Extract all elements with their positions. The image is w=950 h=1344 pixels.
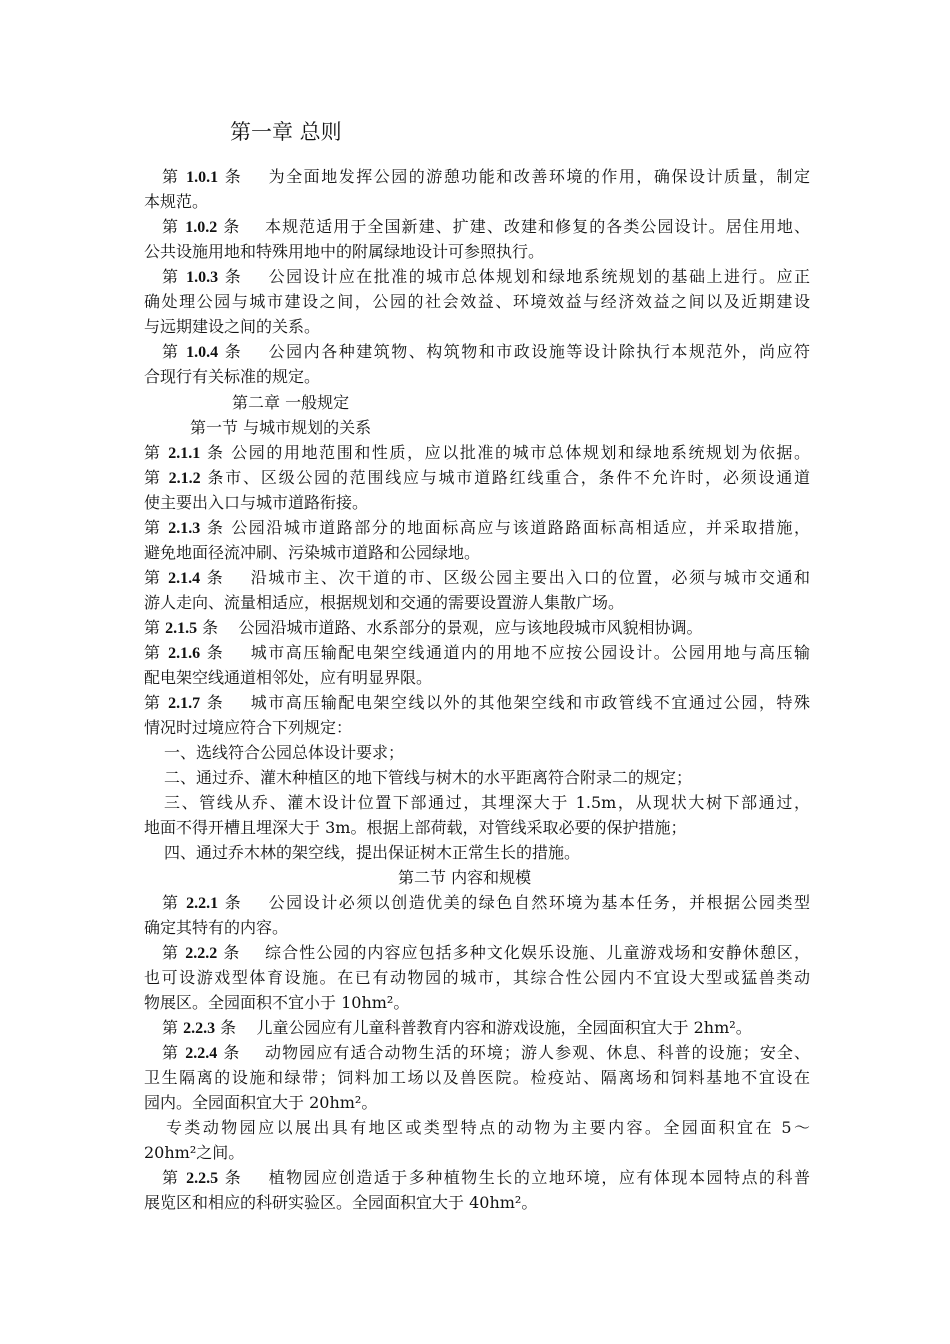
article-2-1-6-line-1: 第 2.1.6 条 城市高压输配电架空线通道内的用地不应按公园设计。公园用地与高压输 xyxy=(144,643,810,662)
article-2-2-4-line-2: 卫生隔离的设施和绿带；饲料加工场以及兽医院。检疫站、隔离场和饲料基地不宜设在 xyxy=(144,1068,810,1087)
article-2-2-2-line-2: 也可设游戏型体育设施。在已有动物园的城市，其综合性公园内不宜设大型或猛兽类动 xyxy=(144,968,810,987)
article-2-1-3-line-1: 第 2.1.3 条 公园沿城市道路部分的地面标高应与该道路路面标高相适应，并采取措施， xyxy=(144,518,810,537)
article-2-1-1-line-1: 第 2.1.1 条 公园的用地范围和性质，应以批准的城市总体规划和绿地系统规划为依据。 xyxy=(144,443,810,462)
list-item-1: 一、选线符合公园总体设计要求； xyxy=(164,743,405,762)
article-2-1-4-line-2: 游人走向、流量相适应，根据规划和交通的需要设置游人集散广场。 xyxy=(144,593,625,612)
article-2-1-2-line-2: 使主要出入口与城市道路衔接。 xyxy=(144,493,369,512)
article-1-0-2-line-2: 公共设施用地和特殊用地中的附属绿地设计可参照执行。 xyxy=(144,242,545,261)
article-1-0-4-line-1: 第 1.0.4 条 公园内各种建筑物、构筑物和市政设施等设计除执行本规范外，尚应符 xyxy=(162,342,811,361)
article-2-1-4-line-1: 第 2.1.4 条 沿城市主、次干道的市、区级公园主要出入口的位置，必须与城市交通和 xyxy=(144,568,810,587)
chapter-1-title: 第一章 总则 xyxy=(230,120,342,144)
article-2-1-5-line-1: 第 2.1.5 条 公园沿城市道路、水系部分的景观，应与该地段城市风貌相协调。 xyxy=(144,618,703,637)
zoo-paragraph-line-1: 专类动物园应以展出具有地区或类型特点的动物为主要内容。全园面积宜在 5～ xyxy=(166,1118,810,1137)
article-1-0-2-line-1: 第 1.0.2 条 本规范适用于全国新建、扩建、改建和修复的各类公园设计。居住用地、 xyxy=(162,217,810,236)
article-1-0-1-line-1: 第 1.0.1 条 为全面地发挥公园的游憩功能和改善环境的作用，确保设计质量，制定 xyxy=(162,167,811,186)
list-item-3-line-2: 地面不得开槽且埋深大于 3m。根据上部荷载，对管线采取必要的保护措施； xyxy=(144,818,687,837)
article-2-2-4-line-1: 第 2.2.4 条 动物园应有适合动物生活的环境；游人参观、休息、科普的设施；安全、 xyxy=(162,1043,810,1062)
article-2-1-6-line-2: 配电架空线通道相邻处，应有明显界限。 xyxy=(144,668,433,687)
article-1-0-3-line-2: 确处理公园与城市建设之间，公园的社会效益、环境效益与经济效益之间以及近期建设 xyxy=(144,292,810,311)
section-1-title: 第一节 与城市规划的关系 xyxy=(190,418,372,437)
article-2-2-4-line-3: 园内。全园面积宜大于 20hm²。 xyxy=(144,1093,378,1112)
article-2-1-3-line-2: 避免地面径流冲刷、污染城市道路和公园绿地。 xyxy=(144,543,481,562)
section-2-title: 第二节 内容和规模 xyxy=(398,868,532,887)
article-1-0-3-line-3: 与远期建设之间的关系。 xyxy=(144,317,321,336)
chapter-2-title: 第二章 一般规定 xyxy=(232,393,350,412)
article-2-2-3-line-1: 第 2.2.3 条 儿童公园应有儿童科普教育内容和游戏设施，全园面积宜大于 2hm²。 xyxy=(162,1018,752,1037)
list-item-2: 二、通过乔、灌木种植区的地下管线与树木的水平距离符合附录二的规定； xyxy=(164,768,693,787)
zoo-paragraph-line-2: 20hm²之间。 xyxy=(144,1143,245,1162)
article-1-0-4-line-2: 合现行有关标准的规定。 xyxy=(144,367,321,386)
article-2-2-1-line-2: 确定其特有的内容。 xyxy=(144,918,289,937)
article-2-1-7-line-2: 情况时过境应符合下列规定： xyxy=(144,718,353,737)
article-2-2-2-line-1: 第 2.2.2 条 综合性公园的内容应包括多种文化娱乐设施、儿童游戏场和安静休憩区， xyxy=(162,943,810,962)
article-2-2-5-line-1: 第 2.2.5 条 植物园应创造适于多种植物生长的立地环境，应有体现本园特点的科普 xyxy=(162,1168,811,1187)
article-2-2-1-line-1: 第 2.2.1 条 公园设计必须以创造优美的绿色自然环境为基本任务，并根据公园类型 xyxy=(162,893,811,912)
article-2-1-7-line-1: 第 2.1.7 条 城市高压输配电架空线以外的其他架空线和市政管线不宜通过公园，特殊 xyxy=(144,693,810,712)
list-item-4: 四、通过乔木林的架空线，提出保证树木正常生长的措施。 xyxy=(164,843,581,862)
article-2-2-5-line-2: 展览区和相应的科研实验区。全园面积宜大于 40hm²。 xyxy=(144,1193,538,1212)
list-item-3-line-1: 三、管线从乔、灌木设计位置下部通过，其埋深大于 1.5m，从现状大树下部通过， xyxy=(164,793,810,812)
article-2-2-2-line-3: 物展区。全园面积不宜小于 10hm²。 xyxy=(144,993,410,1012)
article-1-0-1-line-2: 本规范。 xyxy=(144,192,209,211)
article-1-0-3-line-1: 第 1.0.3 条 公园设计应在批准的城市总体规划和绿地系统规划的基础上进行。应正 xyxy=(162,267,811,286)
article-2-1-2-line-1: 第 2.1.2 条市、区级公园的范围线应与城市道路红线重合，条件不允许时，必须设通道 xyxy=(144,468,810,487)
